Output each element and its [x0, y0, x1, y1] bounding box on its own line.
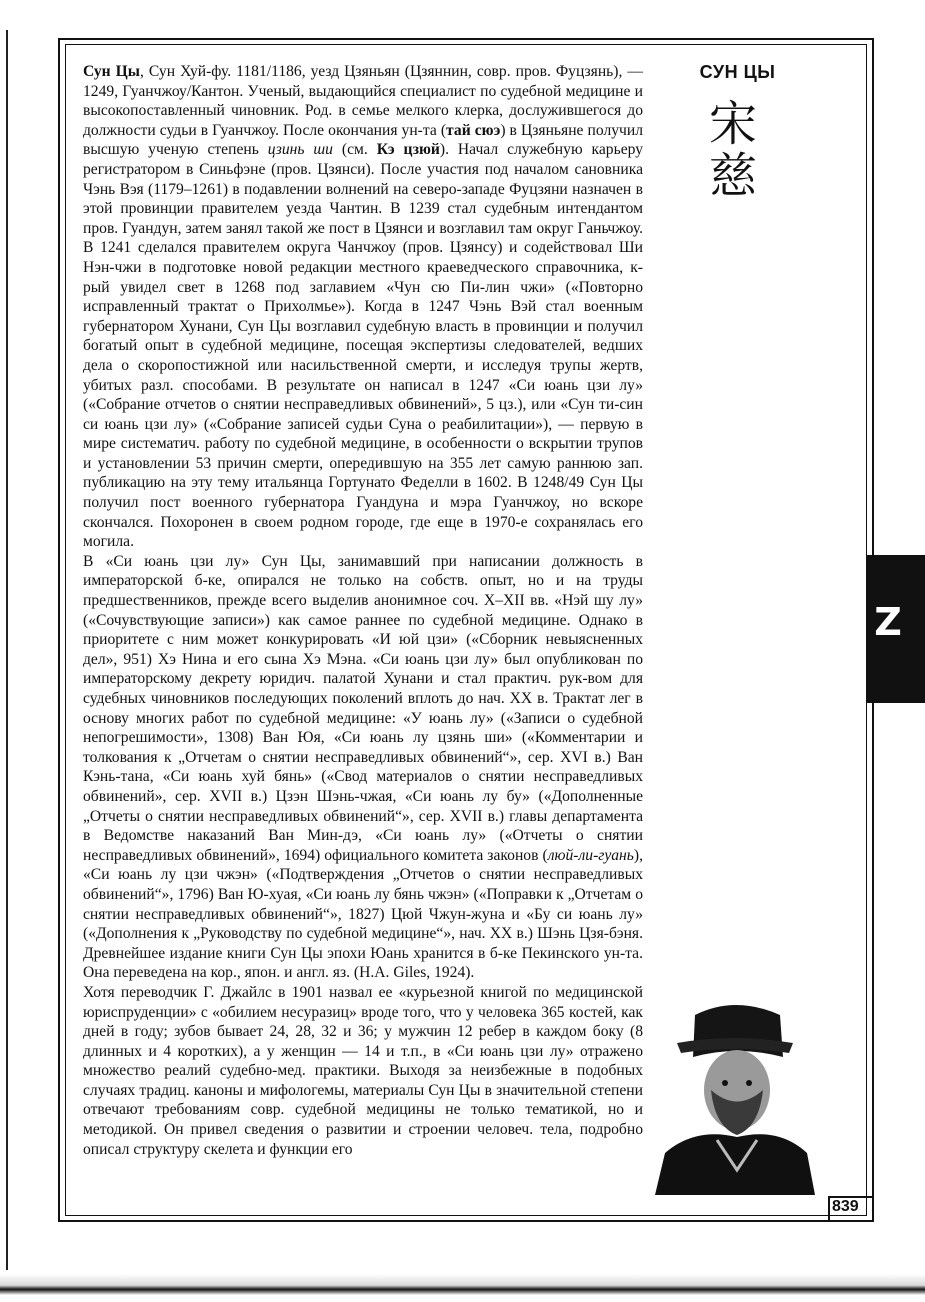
- portrait-illustration: [655, 995, 815, 1195]
- entry-heading: СУН ЦЫ: [699, 62, 776, 82]
- lead-term: Сун Цы: [83, 63, 140, 80]
- chinese-name-characters: 宋慈: [708, 96, 757, 204]
- paragraph-1: Сун Цы, Сун Хуй-фу. 1181/1186, уезд Цзяньян (Цзяннин, совр. пров. Фуцзянь), — 1249, Гуанчжоу/Кантон. Ученый, выдающийся специалист по судебной медицине и высокопоставленный чиновник. Род. в семье мелкого клерка, дослужившегося до должности судьи в Гуанчжоу. После окончания ун-та (тай сюэ) в Цзяньяне получил высшую ученую степень цзинь ши (см. Кэ цзюй). Начал служебную карьеру регистратором в Синьфэне (пров. Цзянси). После участия под началом сановника Чэнь Вэя (1179–1261) в подавлении волнений на северо-западе Фуцзяни назначен в этой провинции правителем уезда Чантин. В 1239 стал судебным интендантом пров. Гуандун, затем занял такой же пост в Цзянси и возглавил там округ Ганьчжоу. В 1241 сделался правителем округа Чанчжоу (пров. Цзянсу) и содействовал Ши Нэн-чжи в подготовке новой редакции местного краеведческого справочника, к-рый увидел свет в 1268 под заглавием «Чун сю Пи-лин чжи» («Повторно исправленный трактат о Прихолмье»). Когда в 1247 Чэнь Вэй стал военным губернатором Хунани, Сун Цы возглавил судебную власть в провинции и получил богатый опыт в судебной медицине, посещая экспертизы следователей, ведших дела о скоропостижной или насильственной смерти, и исследуя трупы жертв, убитых разл. способами. В результате он написал в 1247 «Си юань цзи лу» («Собрание отчетов о снятии несправедливых обвинений», 5 цз.), или «Сун ти-син си юань цзи лу» («Собрание записей судьи Суна о реабилитации»), — первую в мире систематич. работу по судебной медицине, в особенности о вскрытии трупов и установлении 53 причин смерти, опередившую на 355 лет самую раннюю зап. публикацию на эту тему итальянца Гортунато Феделли в 1602. В 1248/49 Сун Цы получил пост военного губернатора Гуандуна и мэра Гуанчжоу, но вскоре скончался. Похоронен в своем родном городе, где еще в 1970-е сохранялась его могила.: [83, 63, 644, 551]
- article-body: [83, 62, 643, 1159]
- scan-bottom-edge: [0, 1274, 925, 1302]
- paragraph-3: Хотя переводчик Г. Джайлс в 1901 назвал ее «курьезной книгой по медицинской юриспруденции» с «обилием несуразиц» вроде того, что у человека 365 костей, как дней в году; зубов бывает 24, 28, 32 и 36; у мужчин 12 ребер в каждом боку (8 длинных и 4 коротких), а у женщин — 14 и т.п., в «Си юань цзи лу» отражено множество реалий судебно-мед. практики. Выходя за неизбежные в подобных случаях традиц. каноны и мифологемы, материалы Сун Цы в значительной степени отвечают требованиям совр. судебной медицины не только тематикой, но и методикой. Он привел сведения о развитии и строении человеч. тела, подробно описал структуру скелета и функции его: [83, 983, 643, 1158]
- paragraph-2: В «Си юань цзи лу» Сун Цы, занимавший при написании должность в императорской б-ке, опирался не только на собств. опыт, но и на труды предшественников, прежде всего выделив анонимное соч. X–XII вв. «Нэй шу лу» («Сочувствующие записи») как самое раннее по судебной медицине. Однако в приоритете с ним может конкурировать «И юй цзи» («Сборник невыясненных дел», 951) Хэ Нина и его сына Хэ Мэна. «Си юань цзи лу» был опубликован по императорскому декрету юридич. палатой Хунани и стал практич. рук-вом для судебных чиновников последующих поколений вплоть до нач. XX в. Трактат лег в основу многих работ по судебной медицине: «У юань лу» («Записи о судебной непогрешимости», 1308) Ван Юя, «Си юань лу цзянь ши» («Комментарии и толкования к „Отчетам о снятии несправедливых обвинений“», сер. XVI в.) Ван Кэнь-тана, «Си юань хуй бянь» («Свод материалов о снятии несправедливых обвинений», сер. XVII в.) Цзэн Шэнь-чжая, «Си юань лу бу» («Дополненные „Отчеты о снятии несправедливых обвинений“», сер. XVII в.) главы департамента в Ведомстве наказаний Ван Мин-дэ, «Си юань лу» («Отчеты о снятии несправедливых обвинений», 1694) официального комитета законов (люй-ли-гуань), «Си юань лу цзи чжэн» («Подтверждения „Отчетов о снятии несправедливых обвинений“», 1796) Ван Ю-хуая, «Си юань лу бянь чжэн» («Поправки к „Отчетам о снятии несправедливых обвинений“», 1827) Цюй Чжун-жуна и «Бу си юань лу» («Дополнения к „Руководству по судебной медицине“», нач. XX в.) Шэнь Цзя-бэня. Древнейшее издание книги Сун Цы эпохи Юань хранится в б-ке Пекинского ун-та. Она переведена на кор., япон. и англ. яз. (H.A. Giles, 1924).: [83, 552, 643, 982]
- cross-reference: Кэ цзюй: [376, 141, 440, 159]
- page-number: 839: [832, 1198, 859, 1215]
- side-tab-letter: Z: [874, 600, 902, 644]
- scan-edge-line: [6, 30, 8, 1270]
